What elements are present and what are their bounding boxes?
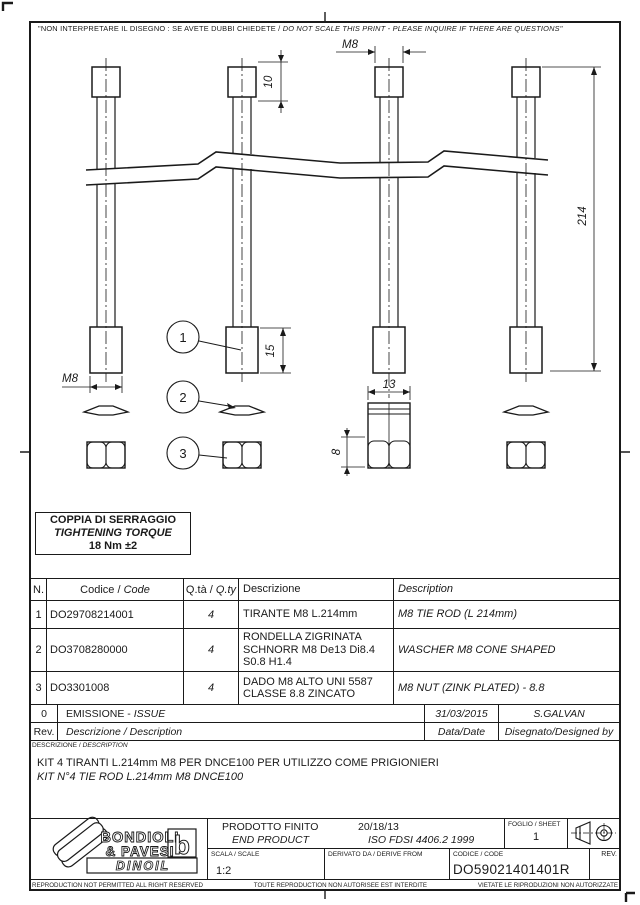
washer-nut-stack-3 <box>368 403 410 468</box>
col-desc-en: Description <box>394 579 620 601</box>
nut-4 <box>507 442 545 468</box>
sheet-cell <box>505 819 568 849</box>
torque-value: 18 Nm ±2 <box>88 540 138 552</box>
balloon-3 <box>167 437 227 469</box>
item-qty: 4 <box>184 672 239 705</box>
svg-text:8: 8 <box>331 448 343 456</box>
drawing-code: DO59021401401R <box>453 862 570 877</box>
note-english: DO NOT SCALE THIS PRINT - PLEASE INQUIRE IF THERE ARE QUESTIONS" <box>282 24 563 33</box>
item-desc-it: DADO M8 ALTO UNI 5587 CLASSE 8.8 ZINCATO <box>239 672 394 705</box>
item-desc-en: M8 NUT (ZINK PLATED) - 8.8 <box>394 672 620 705</box>
col-n: N. <box>31 579 47 601</box>
revision-row <box>31 705 620 723</box>
washer-2 <box>220 406 264 415</box>
item-desc-en: M8 TIE ROD (L 214mm) <box>394 601 620 629</box>
tie-rod-4 <box>510 58 542 382</box>
item-number: 3 <box>31 672 47 705</box>
svg-text:214: 214 <box>577 206 589 226</box>
tie-rod-2 <box>226 58 258 382</box>
rev-desc-label: Descrizione / Description <box>58 723 425 741</box>
torque-title-it: COPPIA DI SERRAGGIO <box>49 514 177 526</box>
table-row <box>31 672 620 705</box>
washer-4 <box>504 406 548 415</box>
tie-rod-1 <box>90 58 122 382</box>
product-cell <box>208 819 505 849</box>
svg-text:2: 2 <box>179 390 187 405</box>
dimension-m8-top <box>336 39 426 63</box>
dimension-10 <box>258 50 288 113</box>
copyright-strip <box>30 879 620 891</box>
torque-title-en: TIGHTENING TORQUE <box>54 527 172 539</box>
scale-cell <box>208 849 325 879</box>
item-number: 1 <box>31 601 47 629</box>
description-line-2: KIT N°4 TIE ROD L.214mm M8 DNCE100 <box>37 771 244 783</box>
rev-description: EMISSIONE - ISSUE <box>58 705 425 723</box>
copyright-en: REPRODUCTION NOT PERMITTED ALL RIGHT RESERVED <box>32 882 203 889</box>
rev-author-label: Disegnato/Designed by <box>499 723 620 741</box>
revision-label: REV. <box>601 851 617 858</box>
dimension-15 <box>260 328 291 373</box>
sheet-number: 1 <box>532 831 540 843</box>
derived-from-cell <box>325 849 450 879</box>
description-block <box>30 740 620 783</box>
hex-nuts <box>87 403 545 468</box>
item-code: DO29708214001 <box>47 601 184 629</box>
rev-date-label: Data/Date <box>425 723 499 741</box>
cone-washers <box>84 406 548 415</box>
company-logo-cell <box>30 819 208 879</box>
derived-from-label: DERIVATO DA / DERIVE FROM <box>328 851 423 858</box>
tightening-torque-box <box>35 512 191 555</box>
item-qty: 4 <box>184 629 239 672</box>
nut-2 <box>223 442 261 468</box>
revision-table <box>30 704 620 741</box>
item-desc-en: WASCHER M8 CONE SHAPED <box>394 629 620 672</box>
trim-mark-top-left <box>3 3 13 11</box>
parts-table <box>30 578 620 705</box>
svg-text:13: 13 <box>382 379 396 391</box>
col-desc-it: Descrizione <box>239 579 394 601</box>
rev-col-label: Rev. <box>31 723 58 741</box>
do-not-scale-note <box>38 24 563 33</box>
note-italian: "NON INTERPRETARE IL DISEGNO : SE AVETE DUBBI CHIEDETE / <box>38 24 283 33</box>
product-title-en: END PRODUCT <box>232 834 310 846</box>
trim-mark-bottom-right <box>626 893 635 902</box>
logo-text-bondioli: BONDIOLI <box>100 830 180 846</box>
item-balloons <box>167 321 241 469</box>
dimension-m8-bottom <box>62 373 122 393</box>
parts-table-header <box>31 579 620 601</box>
item-qty: 4 <box>184 601 239 629</box>
item-code: DO3301008 <box>47 672 184 705</box>
svg-text:3: 3 <box>179 446 187 461</box>
rev-number: 0 <box>31 705 58 723</box>
code-label: CODICE / CODE <box>453 851 504 858</box>
product-number: 20/18/13 <box>358 821 399 833</box>
break-lines <box>86 151 548 185</box>
product-standard: ISO FDSI 4406.2 1999 <box>368 834 475 846</box>
rev-author: S.GALVAN <box>499 705 620 723</box>
scale-value: 1:2 <box>216 865 232 877</box>
item-code: DO3708280000 <box>47 629 184 672</box>
balloon-1 <box>167 321 241 353</box>
sheet-label: FOGLIO / SHEET <box>508 821 561 828</box>
code-cell <box>450 849 590 879</box>
dimension-214 <box>542 67 601 371</box>
revision-cell <box>590 849 620 879</box>
dimension-8 <box>331 428 365 476</box>
title-block <box>30 818 620 891</box>
col-code: Codice / Code <box>47 579 184 601</box>
svg-text:15: 15 <box>265 344 277 358</box>
logo-b-glyph: b <box>174 830 190 860</box>
logo-text-dinoil: DINOIL <box>115 859 171 873</box>
item-desc-it: RONDELLA ZIGRINATA SCHNORR M8 De13 Di8.4 S0.8 H1.4 <box>239 629 394 672</box>
nut-1 <box>87 442 125 468</box>
scale-label: SCALA / SCALE <box>211 851 260 858</box>
tie-rod-3 <box>373 58 405 398</box>
svg-text:M8: M8 <box>62 373 78 385</box>
copyright-it: VIETATE LE RIPRODUZIONI NON AUTORIZZATE <box>477 882 618 889</box>
tie-rods <box>90 58 542 398</box>
description-label: DESCRIZIONE / DESCRIPTION <box>32 742 128 749</box>
description-line-1: KIT 4 TIRANTI L.214mm M8 PER DNCE100 PER UTILIZZO COME PRIGIONIERI <box>37 757 439 769</box>
logo-text-pavesi: & PAVESI <box>105 844 175 859</box>
projection-cell <box>568 819 620 849</box>
table-row <box>31 629 620 672</box>
product-title-it: PRODOTTO FINITO <box>222 821 319 833</box>
item-number: 2 <box>31 629 47 672</box>
table-row <box>31 601 620 629</box>
svg-text:1: 1 <box>179 330 187 345</box>
copyright-fr: TOUTE REPRODUCTION NON AUTORISEE EST INTERDITE <box>253 882 428 889</box>
revision-header <box>31 723 620 741</box>
rev-date: 31/03/2015 <box>425 705 499 723</box>
svg-text:M8: M8 <box>342 39 358 51</box>
washer-1 <box>84 406 128 415</box>
svg-text:10: 10 <box>263 75 275 89</box>
col-qty: Q.tà / Q.ty <box>184 579 239 601</box>
item-desc-it: TIRANTE M8 L.214mm <box>239 601 394 629</box>
balloon-2 <box>167 381 236 413</box>
